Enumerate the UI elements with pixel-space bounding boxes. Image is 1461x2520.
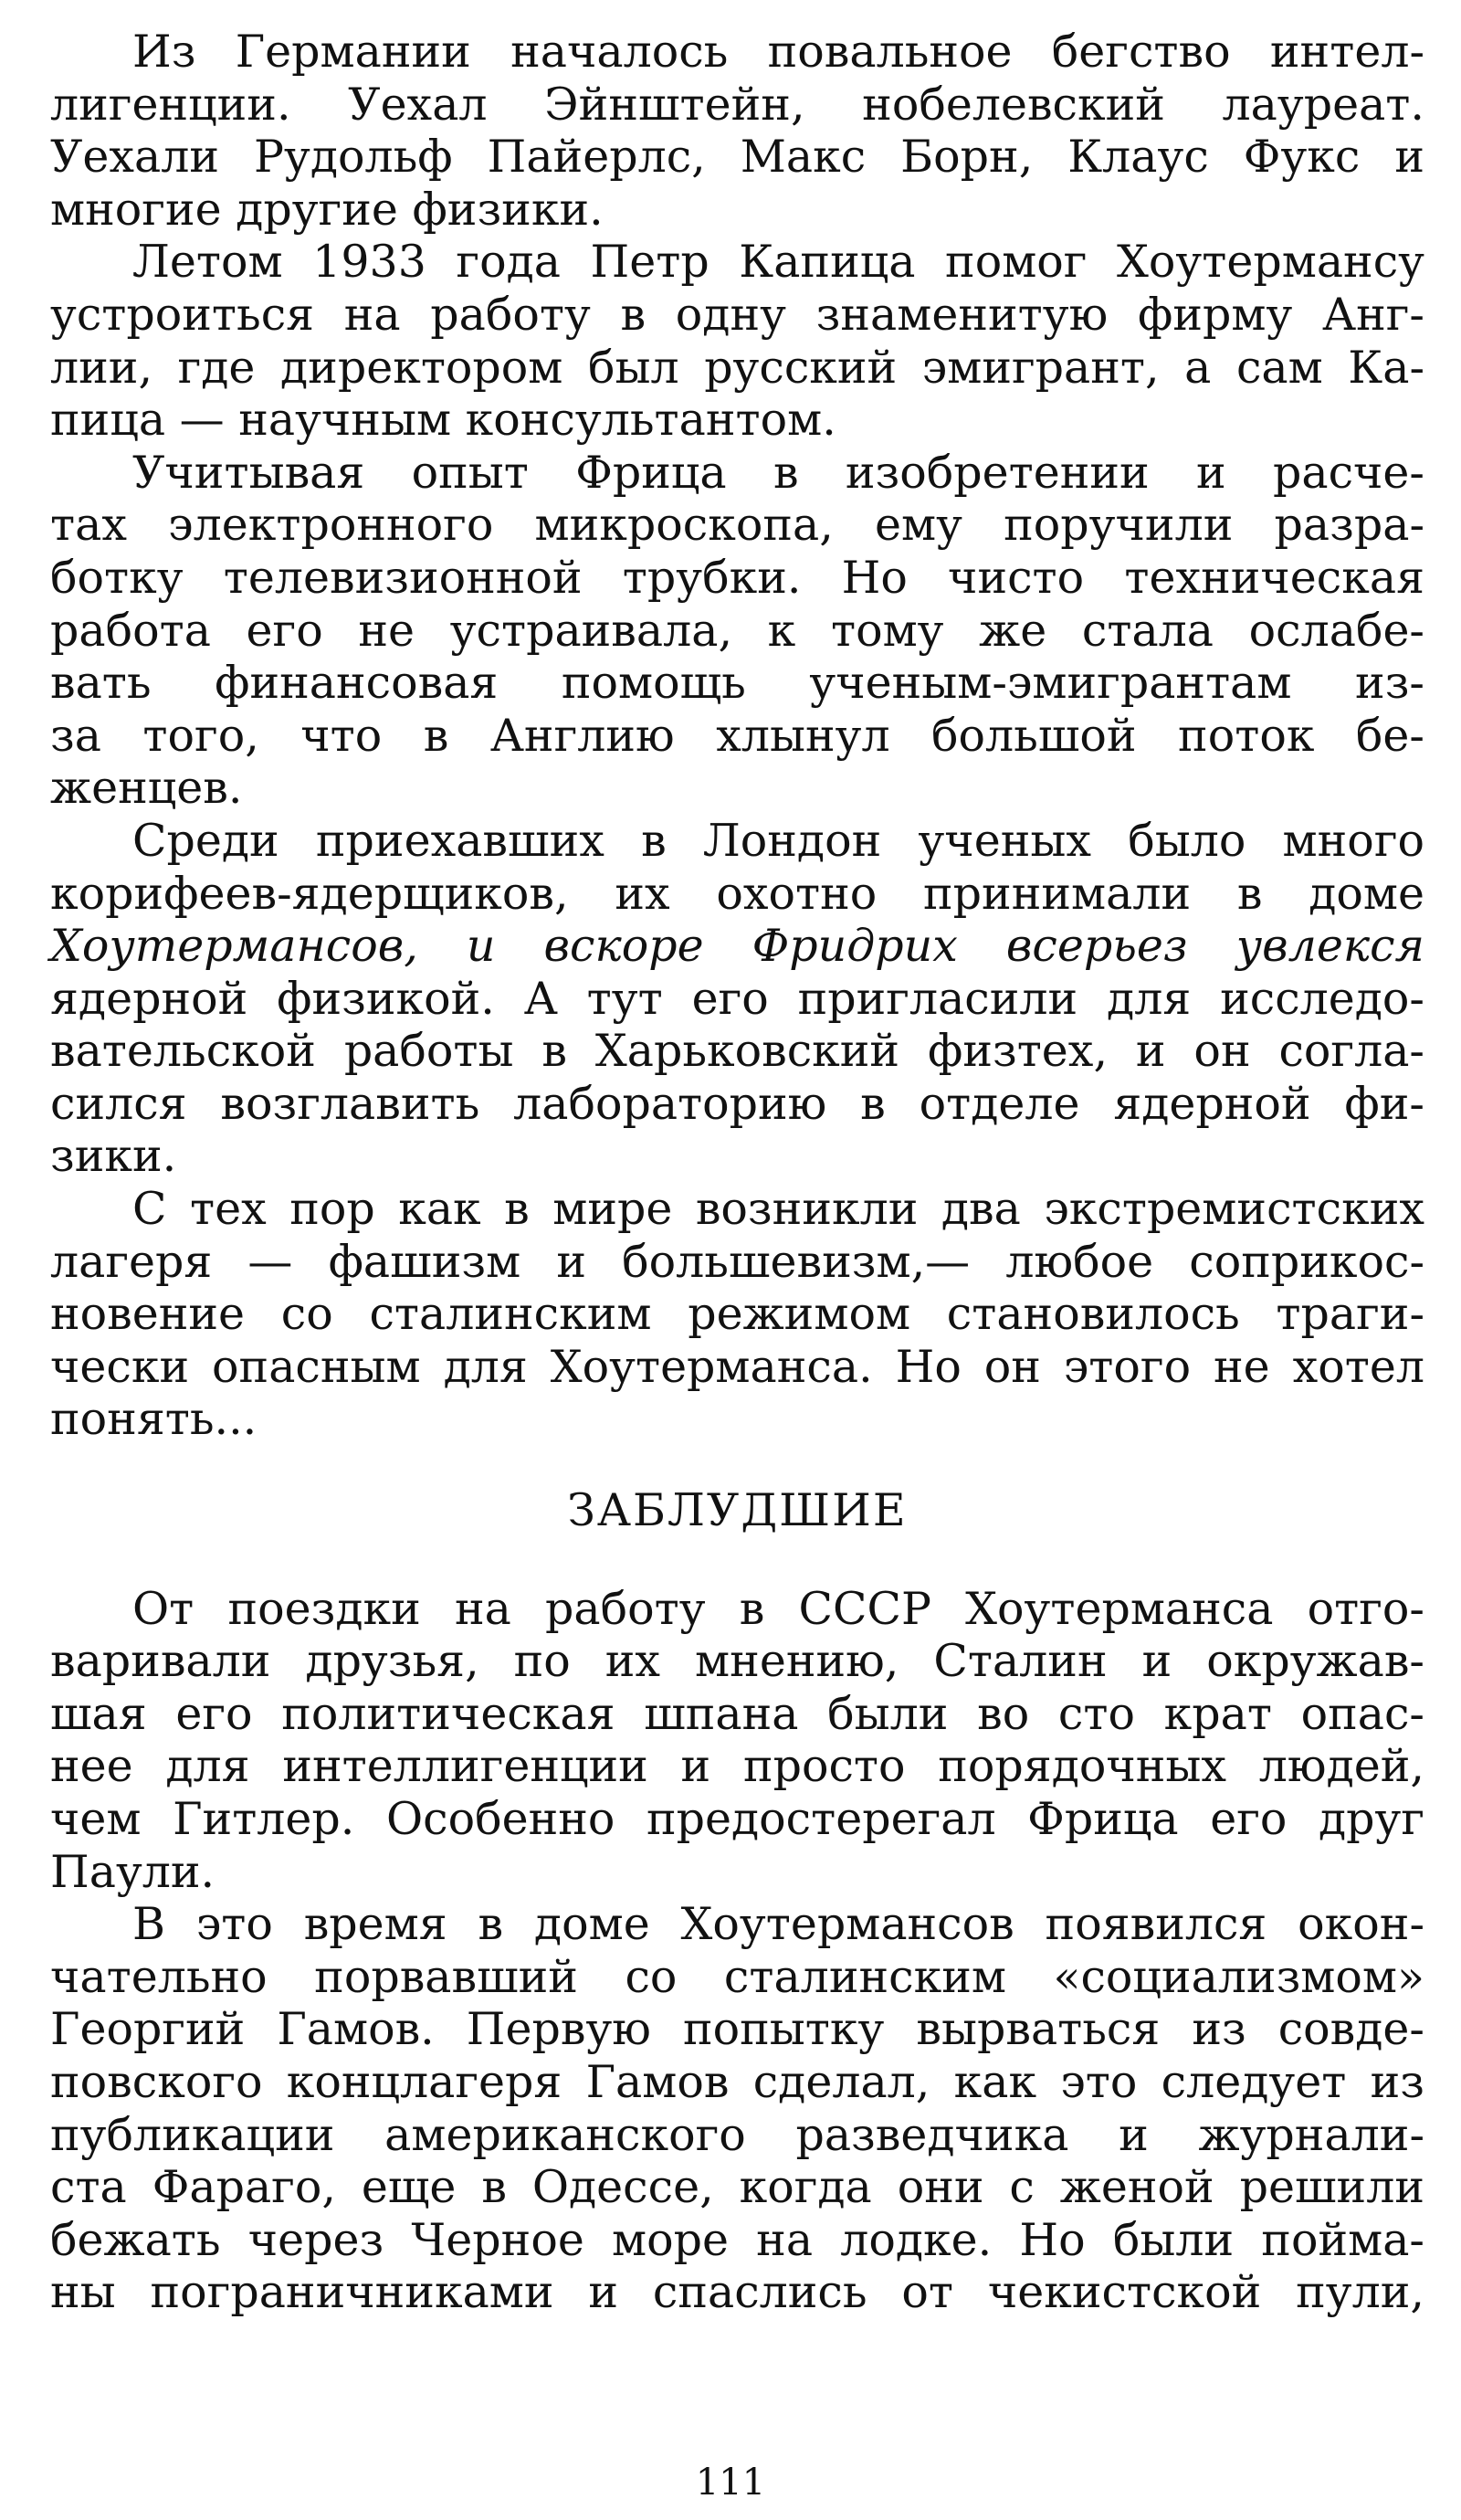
text-line: Хоутермансов, и вскоре Фридрих всерьез увлекся bbox=[50, 920, 1424, 973]
book-page bbox=[50, 26, 1424, 2319]
text-line: лагеря — фашизм и большевизм,— любое соприкос- bbox=[50, 1235, 1424, 1288]
text-line: тах электронного микроскопа, ему поручили разра- bbox=[50, 499, 1424, 552]
text-line: С тех пор как в мире возникли два экстремистских bbox=[132, 1183, 1424, 1236]
text-line: повского концлагеря Гамов сделал, как это следует из bbox=[50, 2055, 1424, 2108]
text-line: лигенции. Уехал Эйнштейн, нобелевский лауреат. bbox=[50, 78, 1424, 131]
text-line: варивали друзья, по их мнению, Сталин и окружав- bbox=[50, 1635, 1424, 1688]
text-line: сился возглавить лабораторию в отделе ядерной фи- bbox=[50, 1077, 1424, 1130]
section-heading: ЗАБЛУДШИЕ bbox=[567, 1484, 908, 1537]
text-line: Георгий Гамов. Первую попытку вырваться из совде- bbox=[50, 2003, 1424, 2056]
text-line: ботку телевизионной трубки. Но чисто техническая bbox=[50, 551, 1424, 604]
text-line: ста Фараго, еще в Одессе, когда они с женой решили bbox=[50, 2161, 1424, 2214]
paragraph bbox=[50, 236, 1424, 446]
text-line: публикации американского разведчика и журнали- bbox=[50, 2108, 1424, 2161]
text-line: ны пограничниками и спаслись от чекистской пули, bbox=[50, 2266, 1424, 2319]
text-line: ядерной физикой. А тут его пригласили для исследо- bbox=[50, 972, 1424, 1025]
paragraph bbox=[50, 1183, 1424, 1446]
text-line: многие другие физики. bbox=[50, 183, 604, 236]
text-line: лии, где директором был русский эмигрант, а сам Ка- bbox=[50, 341, 1424, 394]
paragraph bbox=[50, 26, 1424, 236]
paragraph bbox=[50, 1583, 1424, 1899]
text-line: Уехали Рудольф Пайерлс, Макс Борн, Клаус Фукс и bbox=[50, 131, 1424, 184]
text-line: бежать через Черное море на лодке. Но были пойма- bbox=[50, 2213, 1424, 2266]
text-line: зики. bbox=[50, 1130, 177, 1183]
text-line: вательской работы в Харьковский физтех, и он согла- bbox=[50, 1025, 1424, 1078]
text-line: Среди приехавших в Лондон ученых было много bbox=[132, 814, 1424, 867]
page-number: 111 bbox=[695, 2462, 766, 2504]
text-line: работа его не устраивала, к тому же стала ослабе- bbox=[50, 604, 1424, 657]
text-line: шая его политическая шпана были во сто крат опас- bbox=[50, 1687, 1424, 1740]
text-line: понять... bbox=[50, 1393, 258, 1446]
text-line: Учитывая опыт Фрица в изобретении и расче- bbox=[132, 446, 1424, 499]
text-line: чательно порвавший со сталинским «социализмом» bbox=[50, 1950, 1424, 2003]
text-line: нее для интеллигенции и просто порядочных людей, bbox=[50, 1740, 1424, 1793]
text-line: за того, что в Англию хлынул большой поток бе- bbox=[50, 709, 1424, 762]
paragraph bbox=[50, 447, 1424, 815]
text-line: чески опасным для Хоутерманса. Но он этого не хотел bbox=[50, 1340, 1424, 1393]
text-line: Паули. bbox=[50, 1845, 215, 1898]
text-line: В это время в доме Хоутермансов появился окон- bbox=[132, 1898, 1424, 1951]
text-line: вать финансовая помощь ученым-эмигрантам из- bbox=[50, 657, 1424, 710]
text-line: Летом 1933 года Петр Капица помог Хоутермансу bbox=[132, 236, 1424, 289]
text-line: новение со сталинским режимом становилось траги- bbox=[50, 1288, 1424, 1341]
paragraph bbox=[50, 815, 1424, 1183]
text-line: корифеев-ядерщиков, их охотно принимали в доме bbox=[50, 867, 1424, 920]
text-line: пица — научным консультантом. bbox=[50, 394, 836, 447]
text-line: устроиться на работу в одну знаменитую фирму Анг- bbox=[50, 288, 1424, 341]
paragraph bbox=[50, 1898, 1424, 2319]
text-line: женцев. bbox=[50, 762, 243, 815]
text-line: чем Гитлер. Особенно предостерегал Фрица его друг bbox=[50, 1793, 1424, 1845]
text-line: Из Германии началось повальное бегство интел- bbox=[132, 26, 1424, 78]
text-line: От поездки на работу в СССР Хоутерманса отго- bbox=[132, 1582, 1424, 1635]
